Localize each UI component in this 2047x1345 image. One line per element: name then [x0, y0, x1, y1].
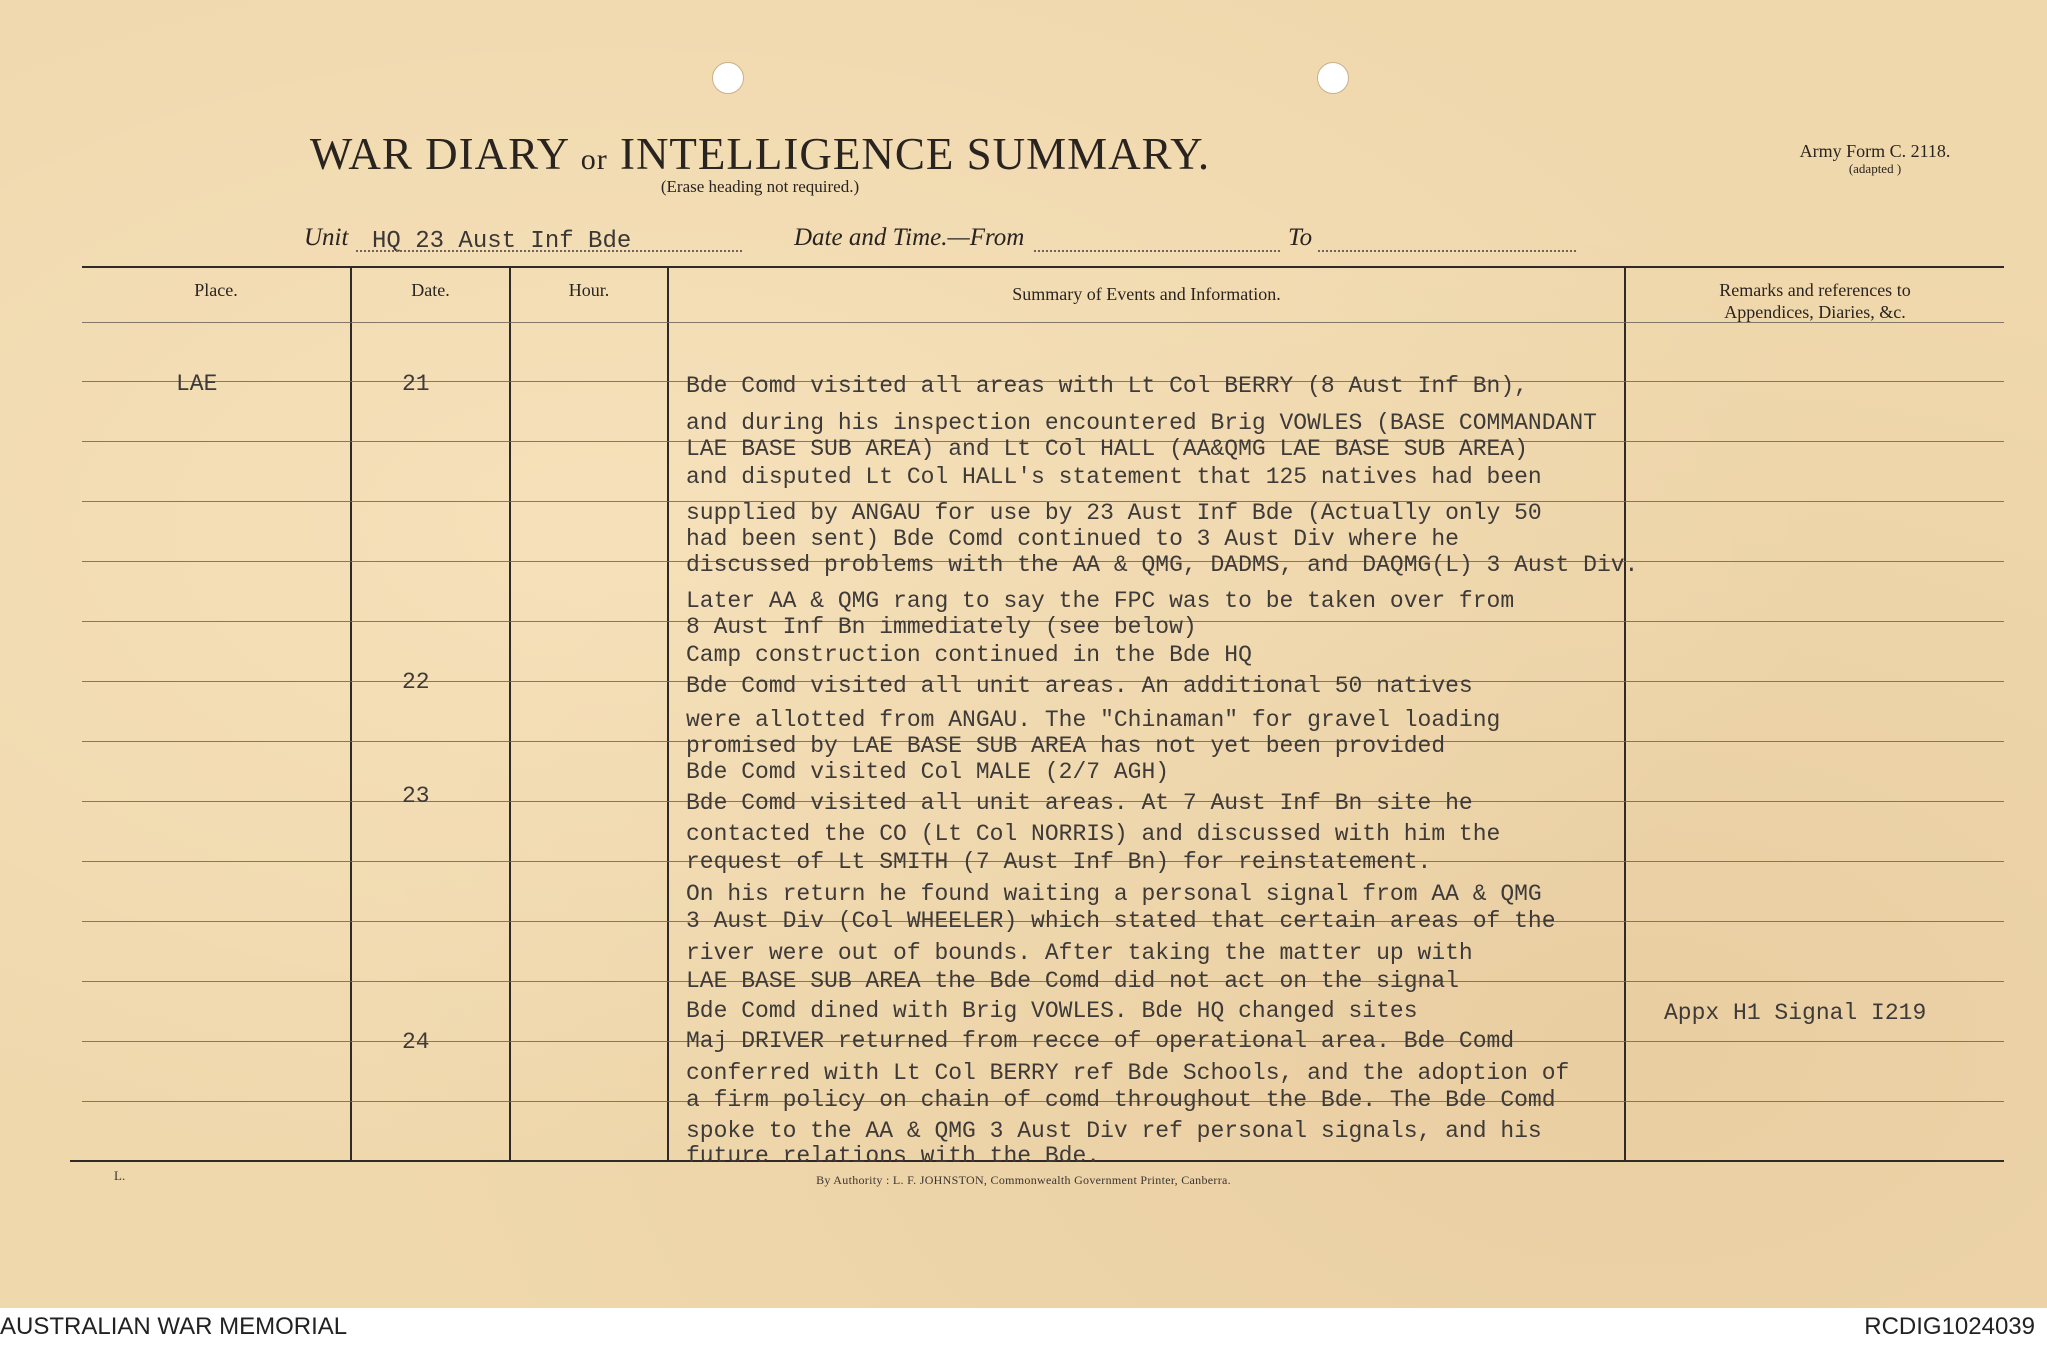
column-hour: Hour. — [568, 280, 610, 300]
punch-hole-left — [712, 62, 744, 94]
from-dotted-line — [1034, 250, 1280, 252]
entry-line: had been sent) Bde Comd continued to 3 Aust Div where he — [686, 526, 1459, 552]
unit-value: HQ 23 Aust Inf Bde — [372, 228, 632, 255]
entry-line: On his return he found waiting a personal signal from AA & QMG — [686, 881, 1542, 907]
column-place: Place. — [194, 280, 238, 300]
to-label: To — [1288, 224, 1313, 251]
footer-left-mark: L. — [114, 1168, 126, 1183]
ruled-line — [82, 322, 2004, 323]
divider-place-date — [350, 266, 352, 1160]
entry-line: Maj DRIVER returned from recce of operational area. Bde Comd — [686, 1028, 1515, 1054]
entry-line: and during his inspection encountered Brig VOWLES (BASE COMMANDANT — [686, 410, 1597, 436]
place-lae: LAE — [176, 371, 218, 397]
entry-line: request of Lt SMITH (7 Aust Inf Bn) for reinstatement. — [686, 849, 1432, 875]
entry-line: Bde Comd dined with Brig VOWLES. Bde HQ changed sites — [686, 998, 1418, 1024]
entry-line: river were out of bounds. After taking the matter up with — [686, 940, 1473, 966]
army-form-label — [1760, 142, 1990, 175]
entry-line: LAE BASE SUB AREA) and Lt Col HALL (AA&QMG LAE BASE SUB AREA) — [686, 436, 1528, 462]
to-dotted-line — [1318, 250, 1576, 252]
date-from-label: Date and Time.—From — [794, 224, 1025, 251]
entry-line: Bde Comd visited all areas with Lt Col BERRY (8 Aust Inf Bn), — [686, 373, 1528, 399]
entry-line: and disputed Lt Col HALL's statement that 125 natives had been — [686, 464, 1542, 490]
entry-line: 3 Aust Div (Col WHEELER) which stated that certain areas of the — [686, 908, 1556, 934]
title-or: or — [580, 143, 608, 176]
divider-hour-summary — [667, 266, 669, 1160]
entry-line: a firm policy on chain of comd throughout the Bde. The Bde Comd — [686, 1087, 1556, 1113]
column-date: Date. — [411, 280, 450, 300]
date-23: 23 — [402, 783, 430, 809]
entry-line: Later AA & QMG rang to say the FPC was to be taken over from — [686, 588, 1515, 614]
column-remarks — [1626, 280, 2004, 323]
army-form-number: Army Form C. 2118. — [1799, 141, 1951, 161]
entry-line: 8 Aust Inf Bn immediately (see below) — [686, 614, 1197, 640]
punch-hole-right — [1317, 62, 1349, 94]
date-21: 21 — [402, 371, 430, 397]
entry-line: spoke to the AA & QMG 3 Aust Div ref personal signals, and his — [686, 1118, 1542, 1144]
entry-line: discussed problems with the AA & QMG, DADMS, and DAQMG(L) 3 Aust Div. — [686, 552, 1639, 578]
form-subtitle: (Erase heading not required.) — [660, 177, 860, 196]
entry-line: Bde Comd visited all unit areas. An additional 50 natives — [686, 673, 1473, 699]
remarks-heading-line2: Appendices, Diaries, &c. — [1724, 301, 1906, 322]
unit-dotted-line — [356, 250, 742, 252]
title-intelligence-summary: INTELLIGENCE SUMMARY. — [619, 129, 1211, 179]
entry-line: future relations with the Bde. — [686, 1143, 1101, 1169]
entry-line: Bde Comd visited Col MALE (2/7 AGH) — [686, 759, 1170, 785]
army-form-adapted: (adapted ) — [1848, 161, 1902, 176]
unit-label: Unit — [304, 224, 349, 251]
entry-line: supplied by ANGAU for use by 23 Aust Inf Bde (Actually only 50 — [686, 500, 1542, 526]
date-24: 24 — [402, 1029, 430, 1055]
entry-line: contacted the CO (Lt Col NORRIS) and discussed with him the — [686, 821, 1501, 847]
entry-line: Bde Comd visited all unit areas. At 7 Aust Inf Bn site he — [686, 790, 1473, 816]
footer-authority: By Authority : L. F. JOHNSTON, Commonwealth Government Printer, Canberra. — [816, 1173, 1231, 1187]
caption-institution: AUSTRALIAN WAR MEMORIAL — [0, 1313, 348, 1340]
remark-appendix-signal: Appx H1 Signal I219 — [1664, 1000, 1927, 1026]
date-22: 22 — [402, 669, 430, 695]
divider-date-hour — [509, 266, 511, 1160]
title-war-diary: WAR DIARY — [309, 129, 569, 179]
entry-line: promised by LAE BASE SUB AREA has not yet been provided — [686, 733, 1446, 759]
caption-id: RCDIG1024039 — [1864, 1313, 2035, 1340]
entry-line: were allotted from ANGAU. The "Chinaman" for gravel loading — [686, 707, 1501, 733]
remarks-heading-line1: Remarks and references to — [1719, 280, 1911, 300]
table-top-border — [82, 266, 2004, 268]
entry-line: LAE BASE SUB AREA the Bde Comd did not act on the signal — [686, 968, 1459, 994]
entry-line: Camp construction continued in the Bde HQ — [686, 642, 1252, 668]
entry-line: conferred with Lt Col BERRY ref Bde Schools, and the adoption of — [686, 1060, 1570, 1086]
column-summary: Summary of Events and Information. — [1012, 284, 1281, 304]
form-title — [0, 128, 1520, 180]
